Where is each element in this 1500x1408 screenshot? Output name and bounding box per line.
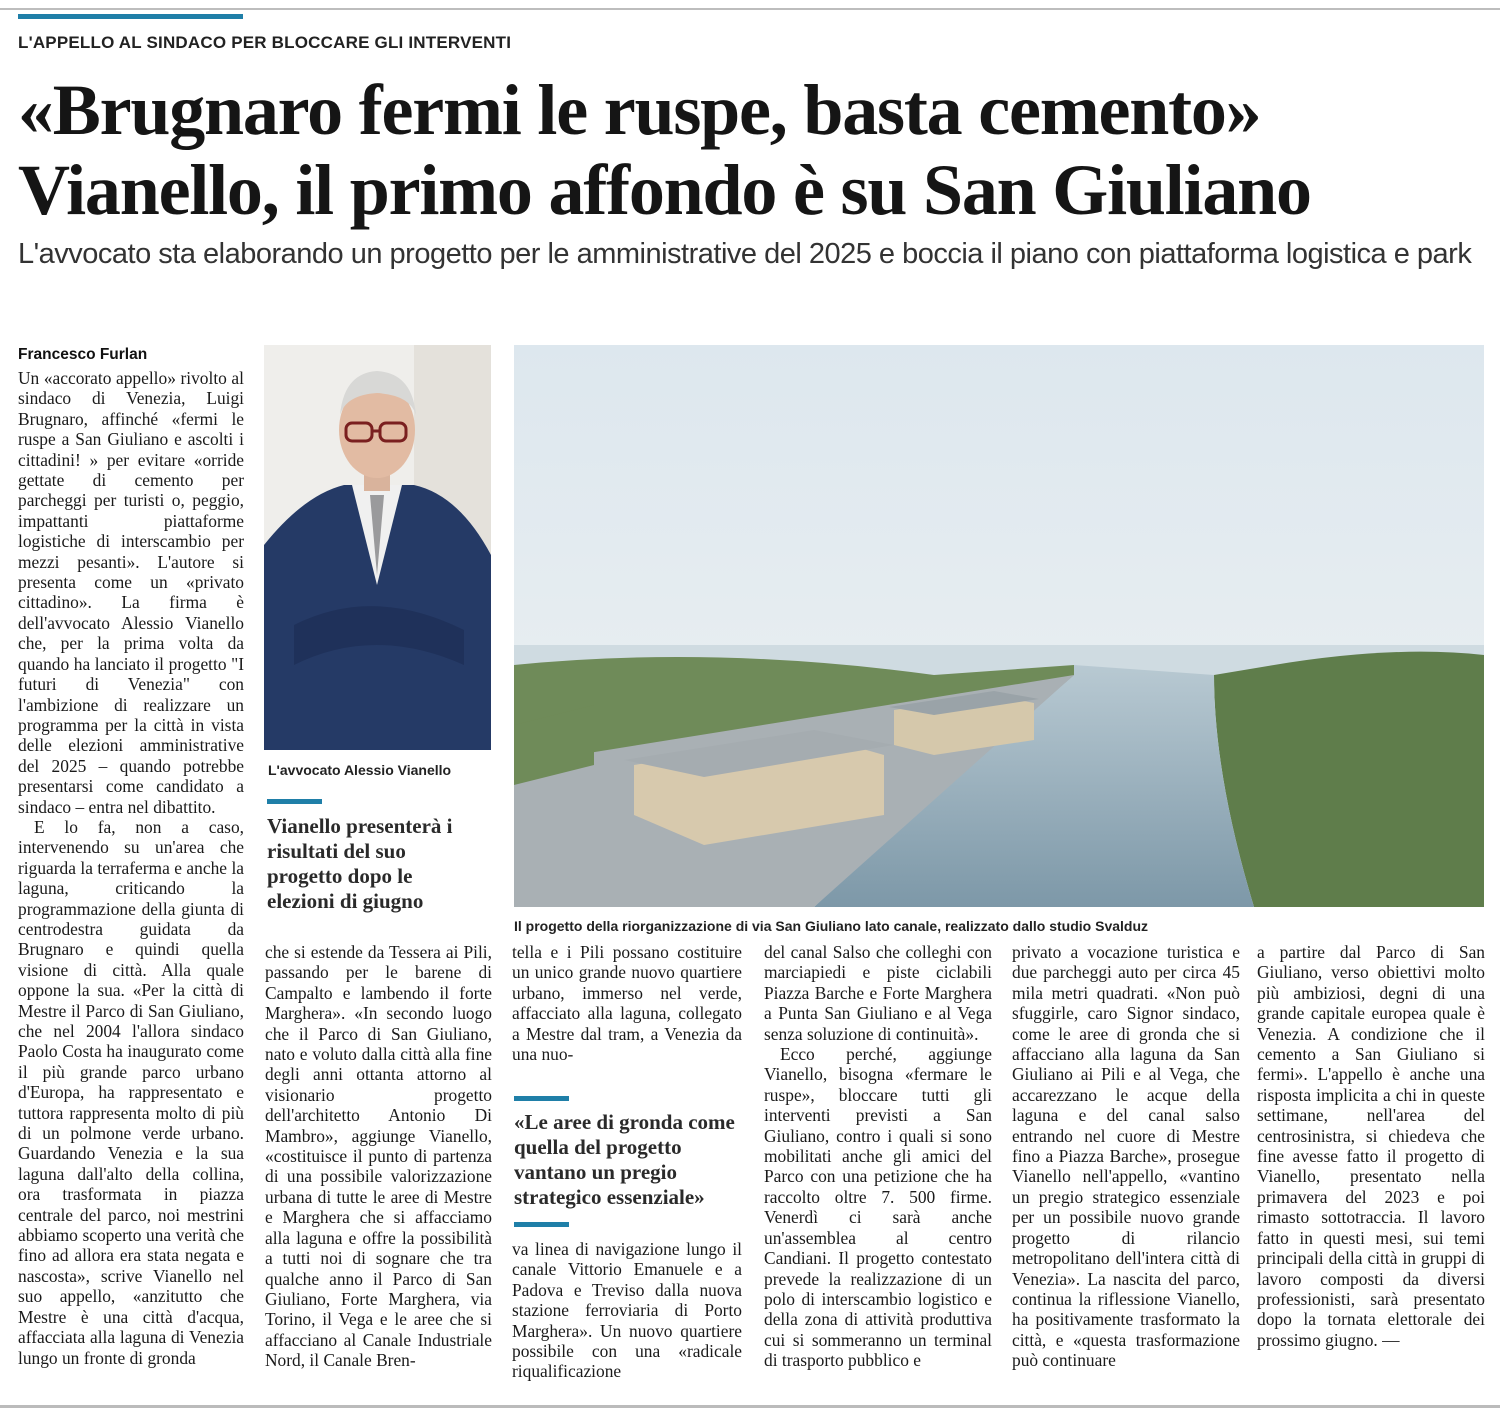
pullquote-1: Vianello presenterà i risultati del suo progetto dopo le elezioni di giugno: [267, 814, 453, 913]
paragraph: privato a vocazione turistica e due parcheggi auto per circa 45 mila metri quadrati. «Non può sfuggirle, caro Signor sindaco, come le aree di gronda che si affacciano alla laguna da San Giuliano ai Pili e al Vega, che accarezzano le acque della laguna e del canal salso entrando nel cuore di Mestre fino a Piazza Barche», prosegue Vianello nell'appello, «vantino un pregio strategico essenziale per un possibile nuovo grande progetto di rilancio metropolitano dell'intera città di Venezia». La nascita del parco, continua la riflessione Vianello, ha positivamente trasformato la città, e «questa trasformazione può continuare: [1012, 942, 1240, 1371]
paragraph: a partire dal Parco di San Giuliano, verso obiettivi molto più ambiziosi, degni di una grande capitale europea quale è Venezia. A condizione che il cemento a San Giuliano si fermi». L'appello è anche una risposta implicita a chi in queste settimane, nell'area del centrosinistra, si chiedeva che fine avesse fatto il progetto di Vianello, presentato nella primavera del 2023 e poi rimasto sottotraccia. Il lavoro fatto in questi mesi, sui temi principali della città in gruppi di lavoro composti da diversi professionisti, sarà presentato dopo la tornata elettorale dei prossimo giugno. —: [1257, 942, 1485, 1350]
article-column-4: [764, 942, 992, 1371]
paragraph: E lo fa, non a caso, intervenendo su un'area che riguarda la terraferma e anche la laguna, criticando la programmazione della giunta di centrodestra guidata da Brugnaro e quindi quella visione di città. Alla quale oppone la sua. «Per la città di Mestre il Parco di San Giuliano, che nel 2004 l'allora sindaco Paolo Costa ha inaugurato come il più grande parco urbano d'Europa, ha rappresentato e tuttora rappresenta molto di più di un polmone verde urbano. Guardando Venezia e la sua laguna dall'alto della collina, ora trasformata in piazza centrale del parco, noi mestrini abbiamo scoperto una verità che fino ad allora era stata negata e nascosta», scrive Vianello nel suo appello, «anzitutto che Mestre è una città d'acqua, affacciata alla laguna di Venezia lungo un fronte di gronda: [18, 816, 244, 1368]
pullquote-bar: [267, 799, 322, 804]
top-rule: [0, 8, 1500, 10]
subheadline: L'avvocato sta elaborando un progetto per le amministrative del 2025 e boccia il piano con piattaforma logistica e park: [18, 238, 1472, 270]
paragraph: tella e i Pili possano costituire un unico grande nuovo quartiere urbano, immerso nel verde, affacciato alla laguna, collegato a Mestre dal tram, a Venezia da una nuo-: [512, 942, 742, 1065]
paragraph: del canal Salso che colleghi con marciapiedi e piste ciclabili Piazza Barche e Forte Marghera a Punta San Giuliano e al Vega senza soluzione di continuità».: [764, 942, 992, 1044]
article-column-6: [1257, 942, 1485, 1350]
paragraph: Ecco perché, aggiunge Vianello, bisogna «fermare le ruspe», bloccare tutti gli interventi previsti a San Giuliano, contro i quali si sono mobilitati anche gli amici del Parco con una petizione che ha raccolto oltre 7. 500 firme. Venerdì ci sarà anche un'assemblea al centro Candiani. Il progetto contestato prevede la realizzazione di un polo di interscambio logistico e della zona di attività produttiva cui si sommeranno un terminal di trasporto pubblico e: [764, 1044, 992, 1371]
portrait-photo: [264, 345, 491, 750]
article-column-1: [18, 368, 244, 1368]
article-column-5: [1012, 942, 1240, 1371]
pullquote-2: «Le aree di gronda come quella del progetto vantano un pregio strategico essenziale»: [514, 1110, 735, 1209]
headline-line-1: «Brugnaro fermi le ruspe, basta cemento»: [18, 70, 1261, 150]
byline: Francesco Furlan: [18, 346, 148, 363]
pullquote-bar: [514, 1096, 569, 1101]
project-render-image: [514, 345, 1484, 907]
article-column-3: [512, 942, 742, 1064]
article-column-2: [265, 942, 492, 1371]
article-column-3-continued: [512, 1239, 742, 1382]
kicker: L'APPELLO AL SINDACO PER BLOCCARE GLI INTERVENTI: [18, 33, 512, 52]
portrait-caption: L'avvocato Alessio Vianello: [268, 762, 452, 778]
pullquote-bar: [514, 1222, 569, 1227]
paragraph: va linea di navigazione lungo il canale Vittorio Emanuele e a Padova e Treviso dalla nuova stazione ferroviaria di Porto Marghera». Un nuovo quartiere possibile con una «radicale riqualificazione: [512, 1239, 742, 1382]
paragraph: Un «accorato appello» rivolto al sindaco di Venezia, Luigi Brugnaro, affinché «fermi le ruspe a San Giuliano e ascolti i cittadini! » per evitare «orride gettate di cemento per parcheggi per turisti o, peggio, impattanti piattaforme logistiche di interscambio per mezzi pesanti». L'autore si presenta come un «privato cittadino». La firma è dell'avvocato Alessio Vianello che, per la prima volta da quando ha lanciato il progetto "I futuri di Venezia" con l'ambizione di realizzare un programma per la città in vista delle elezioni amministrative del 2025 – quando potrebbe presentarsi come candidato a sindaco – entra nel dibattito.: [18, 368, 244, 817]
paragraph: che si estende da Tessera ai Pili, passando per le barene di Campalto e lambendo il forte Marghera». «In secondo luogo che il Parco di San Giuliano, nato e voluto dalla città alla fine degli anni ottanta attorno al visionario progetto dell'architetto Antonio Di Mambro», aggiunge Vianello, «costituisce il punto di partenza di una possibile valorizzazione urbana di tutte le aree di Mestre e Marghera che si affacciamo alla laguna e offre la possibilità a tutti noi di sognare che tra qualche anno il Parco di San Giuliano, Forte Marghera, via Torino, il Vega e le aree che si affacciano al Canale Industriale Nord, il Canale Bren-: [265, 942, 492, 1371]
render-caption: Il progetto della riorganizzazione di via San Giuliano lato canale, realizzato dallo studio Svalduz: [514, 918, 1149, 934]
headline-line-2: Vianello, il primo affondo è su San Giuliano: [18, 150, 1311, 230]
section-accent-bar: [18, 14, 243, 19]
